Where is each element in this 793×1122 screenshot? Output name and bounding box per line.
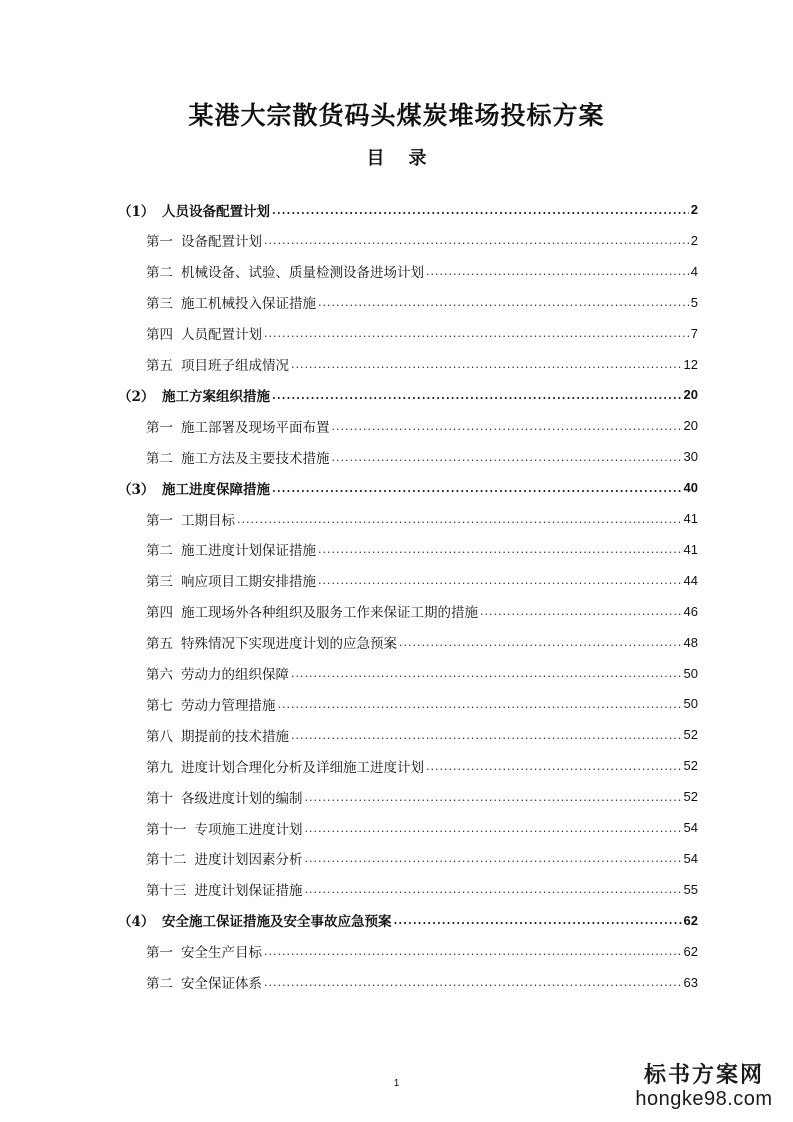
toc-entry-page: 48 — [683, 634, 698, 650]
toc-entry-title: 施工部署及现场平面布置 — [181, 419, 330, 436]
toc-section-entry[interactable] — [118, 905, 698, 936]
toc-dot-leader — [332, 451, 682, 465]
toc-subsection-entry[interactable] — [146, 781, 698, 812]
toc-entry-page: 40 — [683, 480, 698, 496]
toc-entry-page: 55 — [683, 881, 698, 897]
toc-dot-leader — [394, 914, 682, 928]
toc-entry-page: 4 — [690, 263, 698, 279]
toc-entry-title: 人员配置计划 — [181, 327, 262, 344]
toc-entry-page: 52 — [683, 727, 698, 743]
toc-entry-page: 52 — [683, 758, 698, 774]
page-number: 1 — [393, 1078, 400, 1089]
toc-dot-leader — [332, 420, 682, 434]
toc-dot-leader — [305, 822, 682, 836]
toc-entry-page: 41 — [683, 511, 698, 526]
toc-entry-number: 第十三 — [146, 883, 187, 900]
toc-subsection-entry[interactable] — [146, 843, 698, 874]
toc-subsection-entry[interactable] — [146, 750, 698, 781]
toc-entry-number: 第二 — [146, 265, 173, 282]
toc-entry-number: 第四 — [146, 327, 173, 344]
toc-entry-number: 第二 — [146, 543, 173, 560]
toc-entry-page: 2 — [690, 202, 698, 217]
toc-dot-leader — [237, 513, 682, 527]
toc-entry-page: 7 — [690, 325, 698, 341]
toc-dot-leader — [278, 698, 682, 712]
toc-subsection-entry[interactable] — [146, 874, 698, 905]
toc-entry-number: 第四 — [146, 605, 173, 622]
toc-subsection-entry[interactable] — [146, 318, 698, 349]
watermark — [629, 1062, 779, 1110]
toc-subsection-entry[interactable] — [146, 967, 698, 998]
toc-subsection-entry[interactable] — [146, 812, 698, 843]
toc-entry-title: 施工方法及主要技术措施 — [181, 450, 330, 467]
toc-subsection-entry[interactable] — [146, 256, 698, 287]
toc-entry-number: 第二 — [146, 976, 173, 992]
toc-subsection-entry[interactable] — [146, 565, 698, 596]
document-title: 某港大宗散货码头煤炭堆场投标方案 — [188, 101, 605, 130]
toc-entry-title: 各级进度计划的编制 — [181, 790, 303, 807]
toc-dot-leader — [264, 234, 689, 248]
toc-entry-title: 期提前的技术措施 — [181, 728, 289, 745]
toc-dot-leader — [318, 543, 682, 557]
toc-entry-title: 劳动力的组织保障 — [181, 667, 289, 683]
toc-entry-title: 机械设备、试验、质量检测设备进场计划 — [181, 265, 424, 282]
toc-entry-title: 项目班子组成情况 — [181, 358, 289, 374]
toc-entry-title: 特殊情况下实现进度计划的应急预案 — [181, 636, 397, 653]
toc-dot-leader — [399, 636, 682, 650]
toc-entry-page: 41 — [683, 541, 698, 557]
toc-dot-leader — [264, 976, 682, 990]
toc-section-entry[interactable] — [118, 379, 698, 410]
toc-entry-number: 第二 — [146, 450, 173, 467]
toc-entry-number: （1） — [118, 203, 155, 220]
toc-entry-number: 第五 — [146, 358, 173, 374]
toc-entry-title: 专项施工进度计划 — [194, 821, 303, 838]
toc-entry-number: 第十 — [146, 790, 173, 807]
toc-dot-leader — [272, 482, 682, 496]
toc-dot-leader — [264, 327, 689, 341]
toc-subsection-entry[interactable] — [146, 225, 698, 256]
toc-entry-number: 第十二 — [146, 852, 187, 869]
toc-entry-page: 54 — [683, 820, 698, 835]
toc-entry-number: （2） — [118, 388, 155, 405]
toc-subsection-entry[interactable] — [146, 441, 698, 472]
toc-entry-title: 劳动力管理措施 — [181, 697, 276, 714]
toc-subsection-entry[interactable] — [146, 534, 698, 565]
toc-section-entry[interactable] — [118, 194, 698, 225]
toc-dot-leader — [480, 605, 682, 619]
toc-subsection-entry[interactable] — [146, 936, 698, 967]
toc-entry-number: （4） — [118, 914, 155, 931]
toc-entry-number: （3） — [118, 481, 155, 498]
toc-entry-page: 50 — [683, 665, 698, 681]
toc-entry-page: 30 — [683, 449, 698, 465]
toc-entry-page: 52 — [683, 789, 698, 805]
toc-entry-number: 第一 — [146, 419, 173, 436]
toc-subsection-entry[interactable] — [146, 688, 698, 719]
toc-heading-left: 目 — [366, 148, 385, 169]
toc-entry-title: 进度计划因素分析 — [194, 852, 303, 869]
toc-entry-page: 20 — [683, 418, 698, 434]
watermark-brand: 标书方案网 — [643, 1062, 764, 1088]
toc-entry-title: 设备配置计划 — [181, 234, 262, 251]
toc-entry-title: 施工现场外各种组织及服务工作来保证工期的措施 — [181, 605, 478, 622]
toc-subsection-entry[interactable] — [146, 410, 698, 441]
toc-entry-title: 施工机械投入保证措施 — [181, 296, 316, 313]
toc-entry-title: 安全保证体系 — [181, 976, 262, 992]
toc-entry-page: 63 — [683, 974, 698, 990]
toc-dot-leader — [318, 296, 689, 310]
toc-entry-title: 工期目标 — [181, 512, 235, 529]
toc-entry-page: 46 — [683, 603, 698, 619]
toc-entry-number: 第一 — [146, 945, 173, 962]
toc-entry-page: 12 — [683, 356, 698, 372]
toc-entry-number: 第一 — [146, 512, 173, 529]
toc-subsection-entry[interactable] — [146, 596, 698, 627]
toc-subsection-entry[interactable] — [146, 658, 698, 689]
toc-dot-leader — [291, 667, 682, 681]
toc-entry-title: 施工方案组织措施 — [162, 388, 270, 405]
toc-entry-page: 54 — [683, 850, 698, 866]
toc-entry-page: 50 — [683, 696, 698, 712]
toc-entry-number: 第九 — [146, 759, 173, 776]
toc-dot-leader — [264, 945, 682, 959]
toc-entry-title: 响应项目工期安排措施 — [181, 574, 316, 591]
toc-entry-page: 5 — [690, 294, 698, 310]
toc-entry-number: 第八 — [146, 728, 173, 745]
toc-subsection-entry[interactable] — [146, 503, 698, 534]
toc-dot-leader — [318, 574, 682, 588]
toc-entry-number: 第六 — [146, 667, 173, 683]
toc-entry-page: 62 — [683, 943, 698, 959]
toc-subsection-entry[interactable] — [146, 719, 698, 750]
toc-entry-page: 44 — [683, 572, 698, 588]
toc-subsection-entry[interactable] — [146, 627, 698, 658]
toc-entry-title: 安全施工保证措施及安全事故应急预案 — [162, 914, 392, 931]
toc-entry-title: 进度计划保证措施 — [194, 883, 303, 900]
toc-entry-number: 第一 — [146, 234, 173, 251]
toc-entry-number: 第三 — [146, 574, 173, 591]
watermark-url: hongke98.com — [635, 1088, 773, 1110]
toc-subsection-entry[interactable] — [146, 287, 698, 318]
toc-entry-number: 第十一 — [146, 821, 187, 838]
toc-dot-leader — [426, 760, 682, 774]
toc-heading — [0, 144, 793, 170]
toc-dot-leader — [272, 204, 689, 218]
toc-entry-number: 第七 — [146, 697, 173, 714]
toc-entry-number: 第五 — [146, 636, 173, 653]
toc-entry-title: 进度计划合理化分析及详细施工进度计划 — [181, 759, 424, 776]
toc-entry-page: 62 — [683, 912, 698, 928]
toc-dot-leader — [291, 358, 682, 372]
toc-dot-leader — [291, 729, 682, 743]
toc-subsection-entry[interactable] — [146, 349, 698, 380]
toc-entry-title: 施工进度计划保证措施 — [181, 543, 316, 560]
toc-dot-leader — [305, 791, 682, 805]
toc-entry-title: 人员设备配置计划 — [162, 203, 270, 220]
toc-section-entry[interactable] — [118, 472, 698, 503]
toc-dot-leader — [426, 265, 689, 279]
toc-heading-right: 录 — [408, 148, 427, 169]
toc-dot-leader — [305, 852, 682, 866]
toc-entry-page: 20 — [683, 387, 698, 403]
toc-dot-leader — [305, 883, 682, 897]
toc-entry-title: 施工进度保障措施 — [162, 481, 270, 498]
toc-dot-leader — [272, 389, 682, 403]
toc-entry-page: 2 — [690, 232, 698, 248]
toc-entry-number: 第三 — [146, 296, 173, 313]
toc-entry-title: 安全生产目标 — [181, 945, 262, 962]
